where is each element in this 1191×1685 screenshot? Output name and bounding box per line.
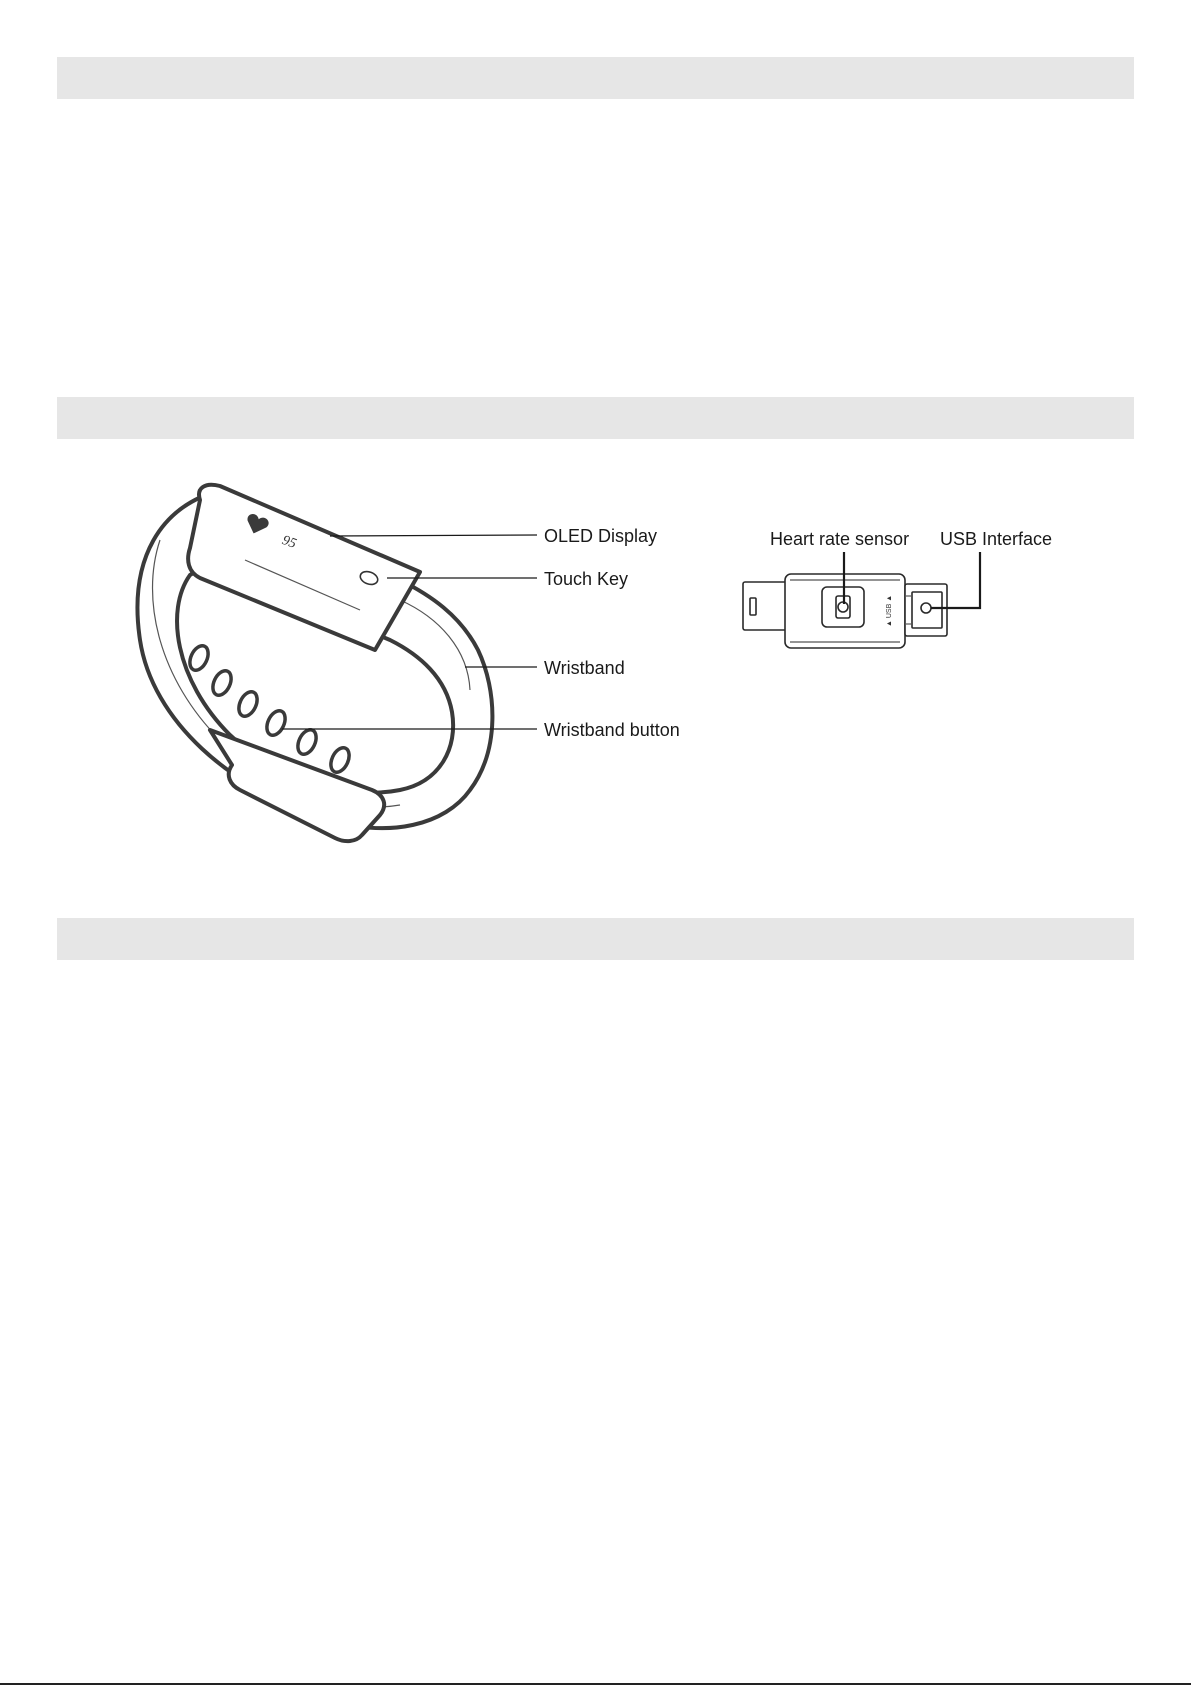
usb-interface-contact [921, 603, 931, 613]
usb-module-slot [750, 598, 756, 615]
usb-interface-label: USB Interface [940, 529, 1053, 549]
wristband-button-label: Wristband button [544, 720, 680, 740]
oled-display-label: OLED Display [544, 526, 658, 546]
heart-rate-sensor-label: Heart rate sensor [770, 529, 910, 549]
touch-key-label: Touch Key [544, 569, 629, 589]
usb-marking: ▲ USB ▲ [886, 594, 893, 627]
wristband-label: Wristband [544, 658, 625, 678]
oled-display-leader [330, 535, 537, 536]
wristband-illustration [138, 485, 680, 841]
display-value: 95 [279, 533, 299, 552]
usb-module-illustration [743, 529, 1052, 648]
